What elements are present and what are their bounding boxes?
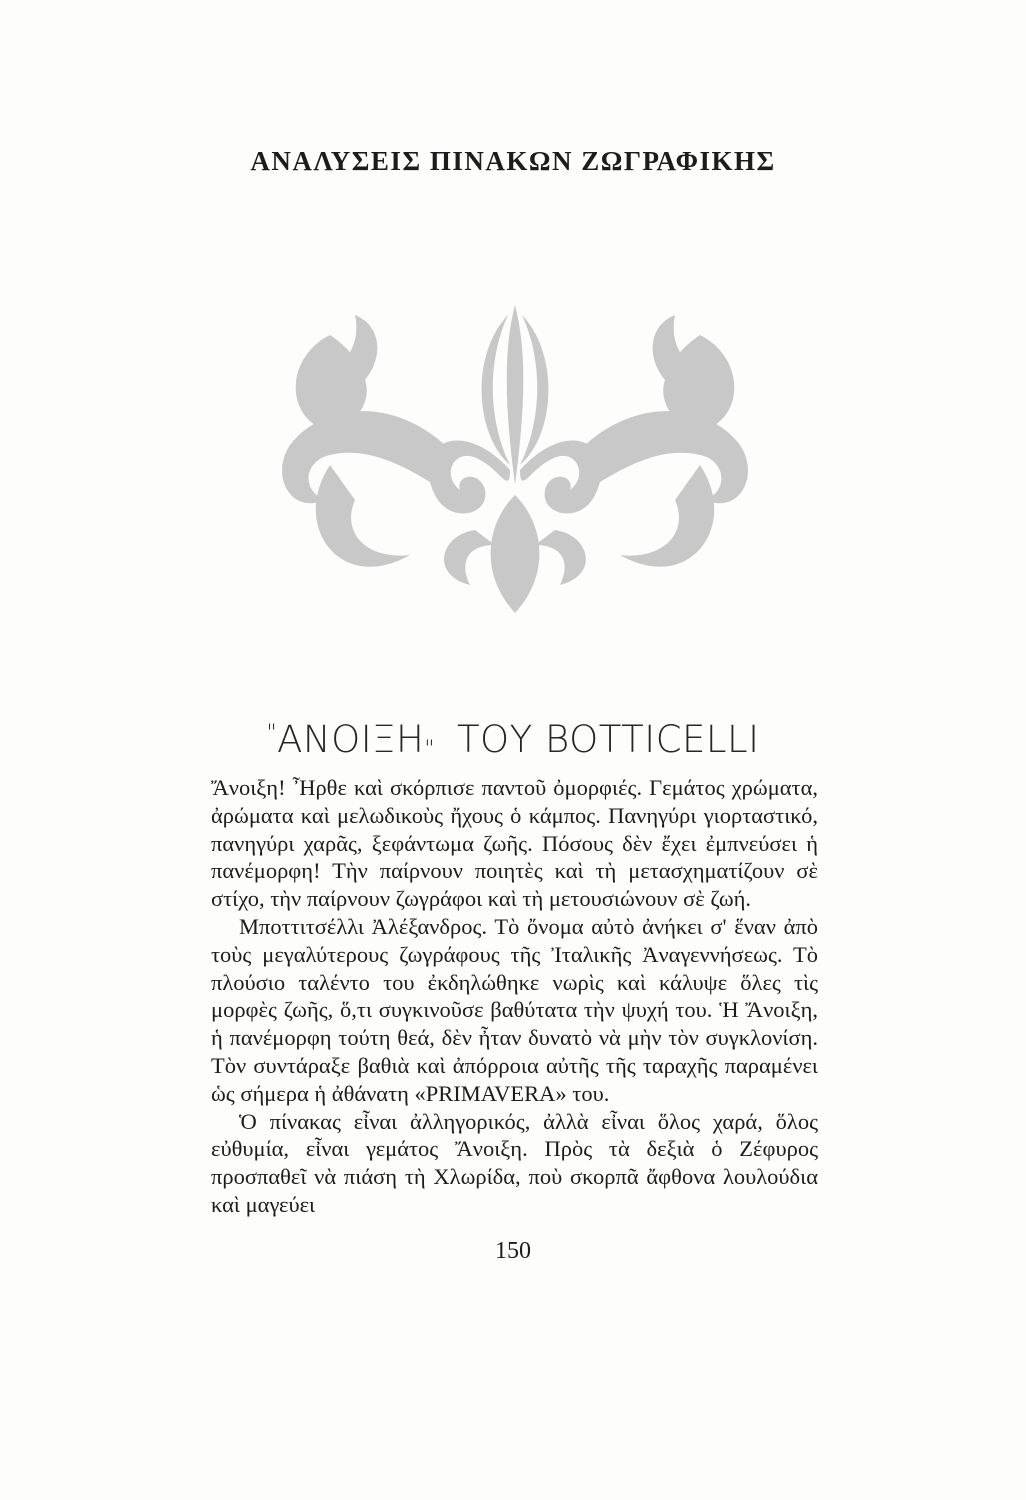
title-close-quote: " (424, 737, 435, 762)
title-main: ΑΝΟΙΞΗ (277, 718, 425, 761)
section-title: ΑΝΑΛΥΣΕΙΣ ΠΙΝΑΚΩΝ ΖΩΓΡΑΦΙΚΗΣ (250, 146, 776, 176)
title-open-quote: " (266, 721, 278, 746)
paragraph-3: Ὁ πίνακας εἶναι ἀλληγορικός, ἀλλὰ εἶναι ὅλος χαρά, ὅλος εὐθυμία, εἶναι γεμάτος Ἄνοιξη. Πρὸς τὰ δεξιὰ ὁ Ζέφυρος προσπαθεῖ νὰ πιάση τὴ Χλωρίδα, ποὺ σκορπᾶ ἄφθονα λουλούδια καὶ μαγεύει (211, 1108, 818, 1217)
article-body (211, 774, 818, 1219)
floral-ornament-icon (270, 295, 760, 615)
paragraph-2: Μποττιτσέλλι Ἀλέξανδρος. Τὸ ὄνομα αὐτὸ ἀνήκει σ' ἕναν ἀπὸ τοὺς μεγαλύτερους ζωγράφους τῆς Ἰταλικῆς Ἀναγεννήσεως. Τὸ πλούσιο ταλέντο του ἐκδηλώθηκε νωρὶς καὶ κάλυψε ὅλες τὶς μορφὲς ζωῆς, ὅ,τι συγκινοῦσε βαθύτατα τὴν ψυχή του. Ἡ Ἄνοιξη, ἡ πανέμορφη τούτη θεά, δὲν ἦταν δυνατὸ νὰ μὴν τὸν συγκλονίση. Τὸν συντάραξε βαθιὰ καὶ ἀπόρροια αὐτῆς τῆς ταραχῆς παραμένει ὡς σήμερα ἡ ἀθάνατη «PRIMAVERA» του. (211, 913, 818, 1106)
article-title (0, 718, 1026, 762)
title-rest: ΤΟΥ BOTTICELLI (456, 718, 760, 761)
page-number: 150 (495, 1238, 531, 1264)
paragraph-1: Ἄνοιξη! Ἦρθε καὶ σκόρπισε παντοῦ ὀμορφιές. Γεμάτος χρώματα, ἀρώματα καὶ μελωδικοὺς ἤχους ὁ κάμπος. Πανηγύρι γιορταστικό, πανηγύρι χαρᾶς, ξεφάντωμα ζωῆς. Πόσους δὲν ἔχει ἐμπνεύσει ἡ πανέμορφη! Τὴν παίρνουν ποιητὲς καὶ τὴ μετασχηματίζουν σὲ στίχο, τὴν παίρνουν ζωγράφοι καὶ τὴ μετουσιώνουν σὲ ζωή. (211, 775, 818, 912)
